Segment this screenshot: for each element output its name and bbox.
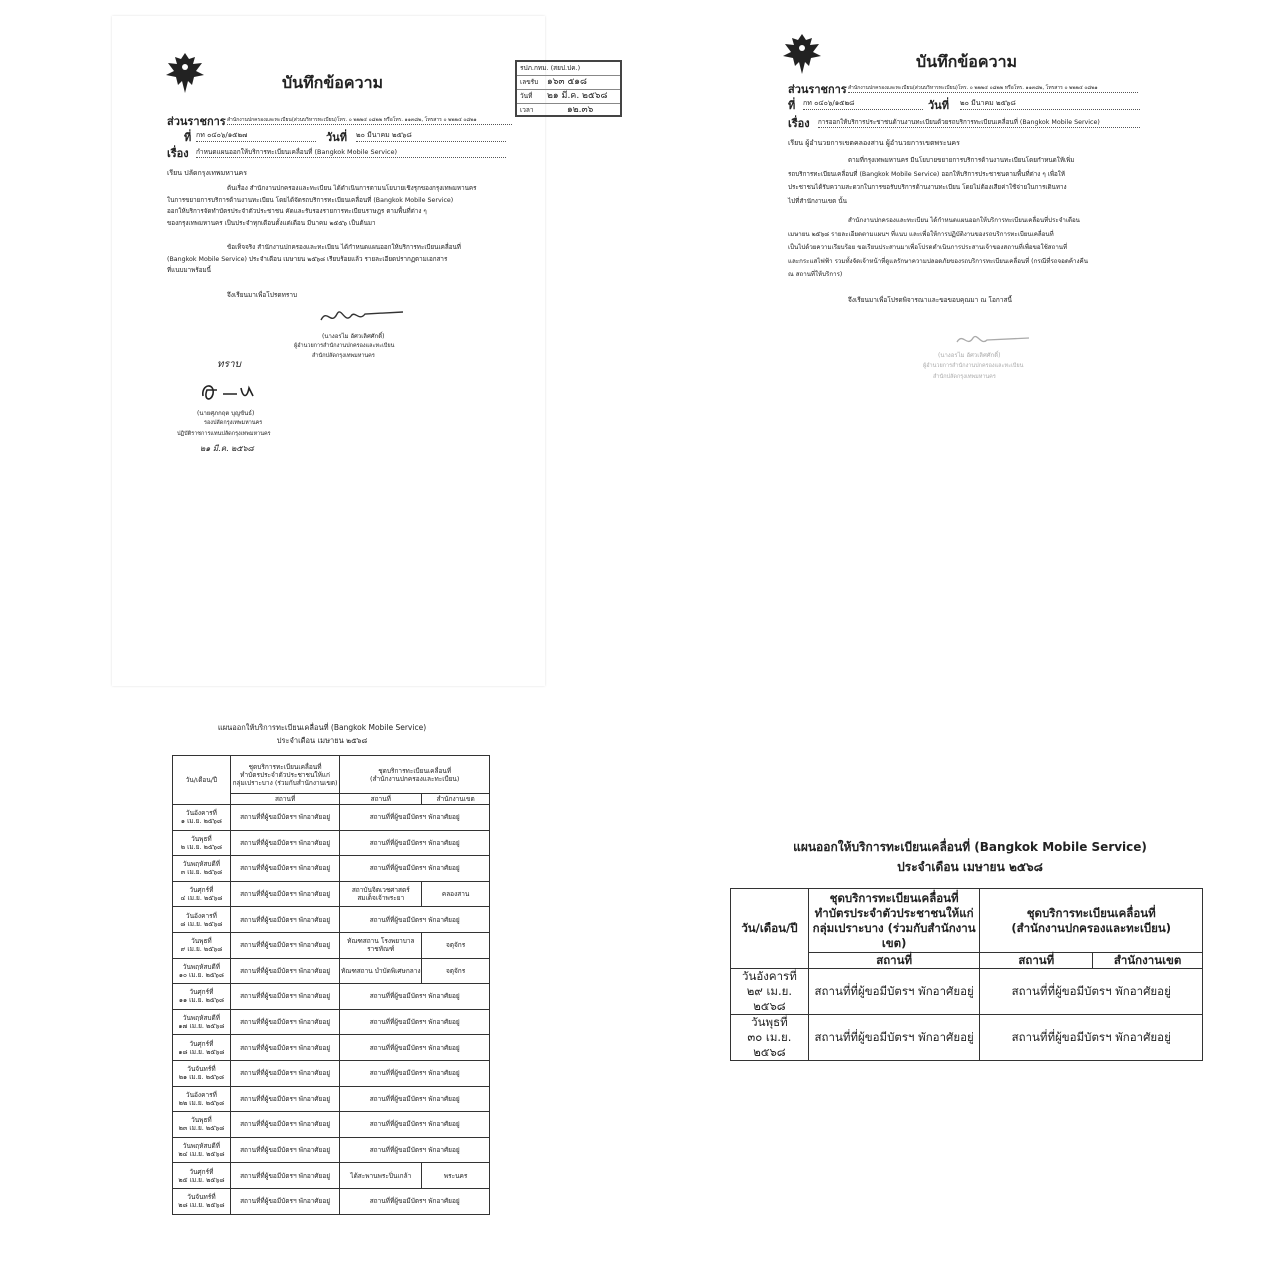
vulnerable-place-cell: สถานที่ที่ผู้ขอมีบัตรฯ พักอาศัยอยู่: [230, 1112, 340, 1138]
place-cell: สถานที่ที่ผู้ขอมีบัตรฯ พักอาศัยอยู่: [340, 1086, 490, 1112]
date-value: ๒๑ เม.ย. ๒๕๖๘: [178, 1073, 225, 1082]
vulnerable-place-cell: สถานที่ที่ผู้ขอมีบัตรฯ พักอาศัยอยู่: [808, 1015, 980, 1061]
paragraph-line: (Bangkok Mobile Service) ประจำเดือน เมษายน ๒๕๖๘ เรียบร้อยแล้ว รายละเอียดปรากฏตามเอกสาร: [167, 255, 448, 263]
date-cell: [173, 1009, 231, 1035]
paragraph-facts: [167, 242, 507, 277]
date-value: ๑ เม.ย. ๒๕๖๘: [180, 817, 222, 826]
header-place: สถานที่: [340, 794, 422, 805]
office-value: สำนักงานปกครองและทะเบียน(ส่วนบริหารทะเบียน)โทร. ๐ ๒๒๒๔ ๐๘๒๒ หรือโทร. ๑๑๓๘๒, โทรสาร ๐ ๒๒๒๔ ๐๘๒๑: [848, 84, 1138, 93]
date-cell: [173, 856, 231, 882]
table-row: [173, 1137, 490, 1163]
district-cell: พระนคร: [422, 1163, 490, 1189]
signer-position: ผู้อำนวยการสำนักงานปกครองและทะเบียน: [294, 343, 395, 349]
date-value: ๒๐ มีนาคม ๒๕๖๘: [960, 98, 1140, 110]
place-cell: สถานที่ที่ผู้ขอมีบัตรฯ พักอาศัยอยู่: [340, 856, 490, 882]
header-district: สำนักงานเขต: [422, 794, 490, 805]
date-day: วันพุธที่: [191, 937, 212, 946]
date-day: วันพุธที่: [191, 1116, 212, 1125]
memo-page-2: [748, 16, 1168, 446]
date-day: วันพฤหัสบดีที่: [182, 860, 220, 869]
vulnerable-place-cell: สถานที่ที่ผู้ขอมีบัตรฯ พักอาศัยอยู่: [230, 805, 340, 831]
deputy-position: รองปลัดกรุงเทพมหานคร: [204, 420, 263, 426]
stamp-value: ๑๖๓ ๕๑๘: [547, 77, 587, 87]
vulnerable-place-cell: สถานที่ที่ผู้ขอมีบัตรฯ พักอาศัยอยู่: [230, 881, 340, 907]
date-day: วันพุธที่: [191, 834, 212, 843]
deputy-acting: ปฏิบัติราชการแทนปลัดกรุงเทพมหานคร: [177, 431, 271, 437]
date-value: ๒๒ เม.ย. ๒๕๖๘: [178, 1098, 225, 1107]
stamp-value: ๑๒.๓๖: [567, 105, 594, 115]
table-row: [731, 969, 1203, 1015]
vulnerable-place-cell: สถานที่ที่ผู้ขอมีบัตรฯ พักอาศัยอยู่: [230, 1163, 340, 1189]
paragraph-line: ณ สถานที่ให้บริการ): [788, 271, 843, 278]
date-day: วันอังคารที่: [742, 969, 797, 983]
garuda-emblem: [160, 48, 210, 98]
table-row: [173, 1060, 490, 1086]
header-district: สำนักงานเขต: [1093, 953, 1203, 969]
table-row: [173, 932, 490, 958]
place-cell: ทัณฑสถาน บำบัดพิเศษกลาง: [340, 958, 422, 984]
doc-no-value: กท ๐๔๐๖/๑๕๒๘: [803, 98, 923, 110]
paragraph-line: ข้อเท็จจริง สำนักงานปกครองและทะเบียน ได้กำหนดแผนออกให้บริการทะเบียนเคลื่อนที่: [227, 244, 461, 251]
date-cell: [173, 1086, 231, 1112]
ack-label: ทราบ: [217, 359, 241, 370]
place-cell: สถานที่ที่ผู้ขอมีบัตรฯ พักอาศัยอยู่: [340, 1137, 490, 1163]
office-label: ส่วนราชการ: [167, 115, 226, 128]
vulnerable-place-cell: สถานที่ที่ผู้ขอมีบัตรฯ พักอาศัยอยู่: [230, 856, 340, 882]
date-cell: [731, 969, 809, 1015]
date-label: วันที่: [928, 99, 949, 112]
vulnerable-place-cell: สถานที่ที่ผู้ขอมีบัตรฯ พักอาศัยอยู่: [230, 830, 340, 856]
date-day: วันพฤหัสบดีที่: [182, 1014, 220, 1023]
place-cell: สถานที่ที่ผู้ขอมีบัตรฯ พักอาศัยอยู่: [340, 805, 490, 831]
schedule-table: [730, 888, 1203, 1061]
district-cell: จตุจักร: [422, 958, 490, 984]
date-day: วันอังคารที่: [185, 911, 217, 920]
office-label: ส่วนราชการ: [788, 83, 847, 96]
addressee: เรียน ปลัดกรุงเทพมหานคร: [167, 169, 247, 177]
date-value: ๔ เม.ย. ๒๕๖๘: [180, 894, 223, 903]
doc-no-label: ที่: [184, 131, 192, 144]
deputy-date: ๒๑ มี.ค. ๒๕๖๘: [200, 444, 254, 453]
signer-department: สำนักปลัดกรุงเทพมหานคร: [933, 374, 996, 380]
date-cell: [173, 1060, 231, 1086]
table-row: [173, 907, 490, 933]
table-row: [173, 830, 490, 856]
header-date: วัน/เดือน/ปี: [731, 889, 809, 969]
vulnerable-place-cell: สถานที่ที่ผู้ขอมีบัตรฯ พักอาศัยอยู่: [230, 1137, 340, 1163]
date-cell: [173, 958, 231, 984]
header-place: สถานที่: [980, 953, 1093, 969]
table-row: [173, 881, 490, 907]
date-day: วันพุธที่: [751, 1015, 788, 1029]
receive-stamp: [515, 60, 622, 117]
date-cell: [173, 1137, 231, 1163]
place-cell: สถานที่ที่ผู้ขอมีบัตรฯ พักอาศัยอยู่: [340, 830, 490, 856]
date-value: ๒๕ เม.ย. ๒๕๖๘: [178, 1175, 225, 1184]
place-cell: สถานที่ที่ผู้ขอมีบัตรฯ พักอาศัยอยู่: [340, 1009, 490, 1035]
place-cell: สถานที่ที่ผู้ขอมีบัตรฯ พักอาศัยอยู่: [980, 969, 1203, 1015]
date-day: วันศุกร์ที่: [189, 988, 214, 997]
date-cell: [173, 932, 231, 958]
date-value: ๑๐ เม.ย. ๒๕๖๘: [178, 970, 224, 979]
date-cell: [173, 1035, 231, 1061]
date-cell: [173, 907, 231, 933]
paragraph-line: ตามที่กรุงเทพมหานคร มีนโยบายขยายการบริการด้านงานทะเบียนโดยกำหนดให้เพิ่ม: [848, 157, 1075, 164]
place-cell: สถานที่ที่ผู้ขอมีบัตรฯ พักอาศัยอยู่: [340, 1188, 490, 1214]
date-value: ๓๐ เม.ย. ๒๕๖๘: [747, 1030, 792, 1059]
date-day: วันจันทร์ที่: [187, 1193, 216, 1202]
table-row: [173, 1163, 490, 1189]
date-value: ๙ เม.ย. ๒๕๖๘: [180, 945, 223, 954]
date-label: วันที่: [326, 131, 347, 144]
place-cell: สถานที่ที่ผู้ขอมีบัตรฯ พักอาศัยอยู่: [340, 1035, 490, 1061]
stamp-row-label: เลขรับ: [520, 78, 539, 86]
vulnerable-place-cell: สถานที่ที่ผู้ขอมีบัตรฯ พักอาศัยอยู่: [230, 958, 340, 984]
vulnerable-place-cell: สถานที่ที่ผู้ขอมีบัตรฯ พักอาศัยอยู่: [230, 907, 340, 933]
memo-page-1: [112, 16, 608, 686]
stamp-row-label: รปภ.กทม. (สยป.ปค.): [520, 64, 581, 72]
subject-label: เรื่อง: [788, 117, 810, 130]
table-row: [173, 958, 490, 984]
vulnerable-place-cell: สถานที่ที่ผู้ขอมีบัตรฯ พักอาศัยอยู่: [230, 1009, 340, 1035]
date-value: ๒๘ เม.ย. ๒๕๖๘: [178, 1201, 225, 1210]
paragraph-line: ของกรุงเทพมหานคร เป็นประจำทุกเดือนตั้งแต่เดือน มีนาคม ๒๕๕๖ เป็นต้นมา: [167, 219, 376, 227]
schedule-subtitle: ประจำเดือน เมษายน ๒๕๖๘: [276, 736, 368, 745]
date-day: วันศุกร์ที่: [189, 1039, 214, 1048]
paragraph-line: ประชาชนได้รับความสะดวกในการขอรับบริการด้านงานทะเบียน โดยไม่ต้องเสียค่าใช้จ่ายในการเดินทาง: [788, 184, 1067, 191]
addressee: เรียน ผู้อำนวยการเขตคลองสาน ผู้อำนวยการเขตพระนคร: [788, 139, 960, 147]
subject-value: กำหนดแผนออกให้บริการทะเบียนเคลื่อนที่ (Bangkok Mobile Service): [196, 147, 506, 158]
date-value: ๒๔ เม.ย. ๒๕๖๘: [178, 1150, 225, 1159]
doc-no-value: กท ๐๔๐๖/๑๕๒๗: [196, 130, 316, 142]
header-line: กลุ่มเปราะบาง (ร่วมกับสำนักงานเขต): [232, 778, 338, 787]
place-cell: สถานที่ที่ผู้ขอมีบัตรฯ พักอาศัยอยู่: [980, 1015, 1203, 1061]
vulnerable-place-cell: สถานที่ที่ผู้ขอมีบัตรฯ พักอาศัยอยู่: [808, 969, 980, 1015]
header-place: สถานที่: [230, 794, 340, 805]
signature-deputy: [197, 376, 267, 410]
schedule-title: แผนออกให้บริการทะเบียนเคลื่อนที่ (Bangkok Mobile Service): [217, 723, 427, 732]
district-cell: จตุจักร: [422, 932, 490, 958]
signer-name: (นางอรไม อัศวเลิศศักดิ์): [322, 333, 385, 340]
signature-director: [317, 304, 407, 332]
vulnerable-place-cell: สถานที่ที่ผู้ขอมีบัตรฯ พักอาศัยอยู่: [230, 1188, 340, 1214]
date-cell: [173, 805, 231, 831]
date-cell: [173, 1112, 231, 1138]
header-line: ชุดบริการทะเบียนเคลื่อนที่: [829, 890, 959, 905]
date-value: ๑๘ เม.ย. ๒๕๖๘: [178, 1047, 225, 1056]
header-line: (สำนักงานปกครองและทะเบียน): [1011, 920, 1172, 935]
paragraph-line: สำนักงานปกครองและทะเบียน ได้กำหนดแผนออกให้บริการทะเบียนเคลื่อนที่ประจำเดือน: [848, 217, 1080, 224]
date-day: วันพฤหัสบดีที่: [182, 1142, 220, 1151]
header-line: ชุดบริการทะเบียนเคลื่อนที่: [1026, 905, 1156, 920]
date-value: ๓ เม.ย. ๒๕๖๘: [180, 868, 223, 877]
schedule-continuation-page: [720, 820, 1220, 1060]
header-vulnerable-group: [230, 756, 340, 794]
paragraph-line: เป็นไปด้วยความเรียบร้อย ขอเรียนประสานมาเพื่อโปรดดำเนินการประสานเจ้าของสถานที่เพื่อขอใช้สถานที่: [788, 244, 1068, 251]
vulnerable-place-cell: สถานที่ที่ผู้ขอมีบัตรฯ พักอาศัยอยู่: [230, 932, 340, 958]
memo-title: บันทึกข้อความ: [282, 73, 384, 92]
table-row: [173, 1112, 490, 1138]
table-row: [173, 1035, 490, 1061]
schedule-subtitle: ประจำเดือน เมษายน ๒๕๖๘: [897, 860, 1043, 874]
paragraph-line: ต้นเรื่อง สำนักงานปกครองและทะเบียน ได้ดำเนินการตามนโยบายเชิงรุกของกรุงเทพมหานคร: [227, 185, 477, 192]
paragraph-line: เมษายน ๒๕๖๘ รายละเอียดตามแผนฯ ที่แนบ และเพื่อให้การปฏิบัติงานของรถบริการทะเบียนเคลื่อนที่: [788, 230, 1054, 238]
header-line: ทำบัตรประจำตัวประชาชนให้แก่: [240, 770, 330, 779]
header-date: วัน/เดือน/ปี: [173, 756, 231, 805]
date-cell: [173, 1188, 231, 1214]
header-vulnerable-group: [808, 889, 980, 953]
place-cell: สถานที่ที่ผู้ขอมีบัตรฯ พักอาศัยอยู่: [340, 907, 490, 933]
header-line: ชุดบริการทะเบียนเคลื่อนที่: [248, 762, 322, 771]
date-cell: [173, 881, 231, 907]
closing-line: จึงเรียนมาเพื่อโปรดพิจารณาและขอขอบคุณมา ณ โอกาสนี้: [848, 296, 1012, 304]
schedule-table: [172, 755, 490, 1215]
date-day: วันจันทร์ที่: [187, 1065, 216, 1074]
paragraph-background: [788, 154, 1148, 208]
table-row: [173, 856, 490, 882]
place-cell: สถานที่ที่ผู้ขอมีบัตรฯ พักอาศัยอยู่: [340, 1112, 490, 1138]
vulnerable-place-cell: สถานที่ที่ผู้ขอมีบัตรฯ พักอาศัยอยู่: [230, 984, 340, 1010]
table-row: [173, 1009, 490, 1035]
paragraph-line: ไปที่สำนักงานเขต นั้น: [788, 197, 847, 205]
stamp-row-label: เวลา: [520, 106, 534, 114]
paragraph-background: [167, 183, 507, 229]
place-cell: สถานที่ที่ผู้ขอมีบัตรฯ พักอาศัยอยู่: [340, 1060, 490, 1086]
stamp-row-label: วันที่: [520, 92, 533, 100]
date-cell: [173, 984, 231, 1010]
closing-line: จึงเรียนมาเพื่อโปรดทราบ: [227, 291, 298, 299]
date-day: วันศุกร์ที่: [189, 886, 214, 895]
subject-label: เรื่อง: [167, 147, 189, 160]
memo-title: บันทึกข้อความ: [916, 52, 1018, 71]
table-row: [173, 1086, 490, 1112]
signer-department: สำนักปลัดกรุงเทพมหานคร: [312, 353, 375, 359]
date-cell: [731, 1015, 809, 1061]
vulnerable-place-cell: สถานที่ที่ผู้ขอมีบัตรฯ พักอาศัยอยู่: [230, 1035, 340, 1061]
date-value: ๑๗ เม.ย. ๒๕๖๘: [178, 1022, 225, 1031]
schedule-title: แผนออกให้บริการทะเบียนเคลื่อนที่ (Bangkok Mobile Service): [793, 840, 1147, 854]
paragraph-line: ออกให้บริการจัดทำบัตรประจำตัวประชาชน คัดและรับรองรายการทะเบียนราษฎร ตามพื้นที่ต่าง ๆ: [167, 208, 427, 215]
schedule-page: [112, 700, 532, 1260]
stamp-value: ๒๑ มี.ค. ๒๕๖๘: [547, 91, 608, 101]
garuda-emblem: [778, 30, 826, 78]
district-cell: คลองสาน: [422, 881, 490, 907]
paragraph-line: ที่แนบมาพร้อมนี้: [167, 267, 211, 274]
date-value: ๑๑ เม.ย. ๒๕๖๘: [178, 996, 224, 1005]
date-day: วันพฤหัสบดีที่: [182, 962, 220, 971]
date-day: วันศุกร์ที่: [189, 1167, 214, 1176]
office-value: สำนักงานปกครองและทะเบียน(ส่วนบริหารทะเบียน)โทร. ๐ ๒๒๒๔ ๐๘๒๒ หรือโทร. ๑๑๓๘๒, โทรสาร ๐ ๒๒๒๔ ๐๘๒๑: [227, 116, 512, 125]
subject-value: การออกให้บริการประชาชนด้านงานทะเบียนด้วยรถบริการทะเบียนเคลื่อนที่ (Bangkok Mobile Service): [818, 117, 1140, 128]
vulnerable-place-cell: สถานที่ที่ผู้ขอมีบัตรฯ พักอาศัยอยู่: [230, 1086, 340, 1112]
date-day: วันอังคารที่: [185, 809, 217, 818]
header-mobile-service: [980, 889, 1203, 953]
header-place: สถานที่: [808, 953, 980, 969]
date-value: ๒๓ เม.ย. ๒๕๖๘: [178, 1124, 225, 1133]
doc-no-label: ที่: [788, 99, 796, 112]
vulnerable-place-cell: สถานที่ที่ผู้ขอมีบัตรฯ พักอาศัยอยู่: [230, 1060, 340, 1086]
paragraph-line: ในการขยายการบริการด้านงานทะเบียน โดยได้จัดรถบริการทะเบียนเคลื่อนที่ (Bangkok Mobile Service): [167, 196, 454, 204]
place-cell: ได้สะพานพระปิ่นเกล้า: [340, 1163, 422, 1189]
paragraph-line: และกระแสไฟฟ้า รวมทั้งจัดเจ้าหน้าที่ดูแลรักษาความปลอดภัยของรถบริการทะเบียนเคลื่อนที่ (กรณีที่รถจอดค้างคืน: [788, 257, 1088, 265]
header-line: ชุดบริการทะเบียนเคลื่อนที่: [378, 766, 452, 775]
table-row: [731, 1015, 1203, 1061]
date-value: ๒๙ เม.ย. ๒๕๖๘: [746, 984, 793, 1013]
paragraph-request: [788, 214, 1148, 282]
date-day: วันอังคารที่: [185, 1090, 217, 1099]
deputy-name: (นายศุภกฤต บุญขันธ์): [197, 410, 255, 417]
place-cell: สถาบันจิตเวชศาสตร์ สมเด็จเจ้าพระยา: [340, 881, 422, 907]
signer-position: ผู้อำนวยการสำนักงานปกครองและทะเบียน: [923, 363, 1024, 369]
date-value: ๒ เม.ย. ๒๕๖๘: [180, 842, 223, 851]
date-cell: [173, 1163, 231, 1189]
paragraph-line: รถบริการทะเบียนเคลื่อนที่ (Bangkok Mobile Service) ออกให้บริการประชาชนตามพื้นที่ต่าง ๆ เพื่อให้: [788, 170, 1066, 178]
table-row: [173, 984, 490, 1010]
header-line: (สำนักงานปกครองและทะเบียน): [370, 774, 460, 783]
place-cell: ทัณฑสถาน โรงพยาบาลราชทัณฑ์: [340, 932, 422, 958]
header-mobile-service: [340, 756, 490, 794]
table-row: [173, 1188, 490, 1214]
signer-name: (นางอรไม อัศวเลิศศักดิ์): [938, 352, 1001, 359]
place-cell: สถานที่ที่ผู้ขอมีบัตรฯ พักอาศัยอยู่: [340, 984, 490, 1010]
header-line: ทำบัตรประจำตัวประชาชนให้แก่: [814, 905, 974, 920]
header-line: กลุ่มเปราะบาง (ร่วมกับสำนักงานเขต): [812, 920, 976, 950]
date-cell: [173, 830, 231, 856]
date-value: ๒๐ มีนาคม ๒๕๖๘: [356, 130, 506, 142]
table-row: [173, 805, 490, 831]
date-value: ๘ เม.ย. ๒๕๖๘: [180, 919, 223, 928]
